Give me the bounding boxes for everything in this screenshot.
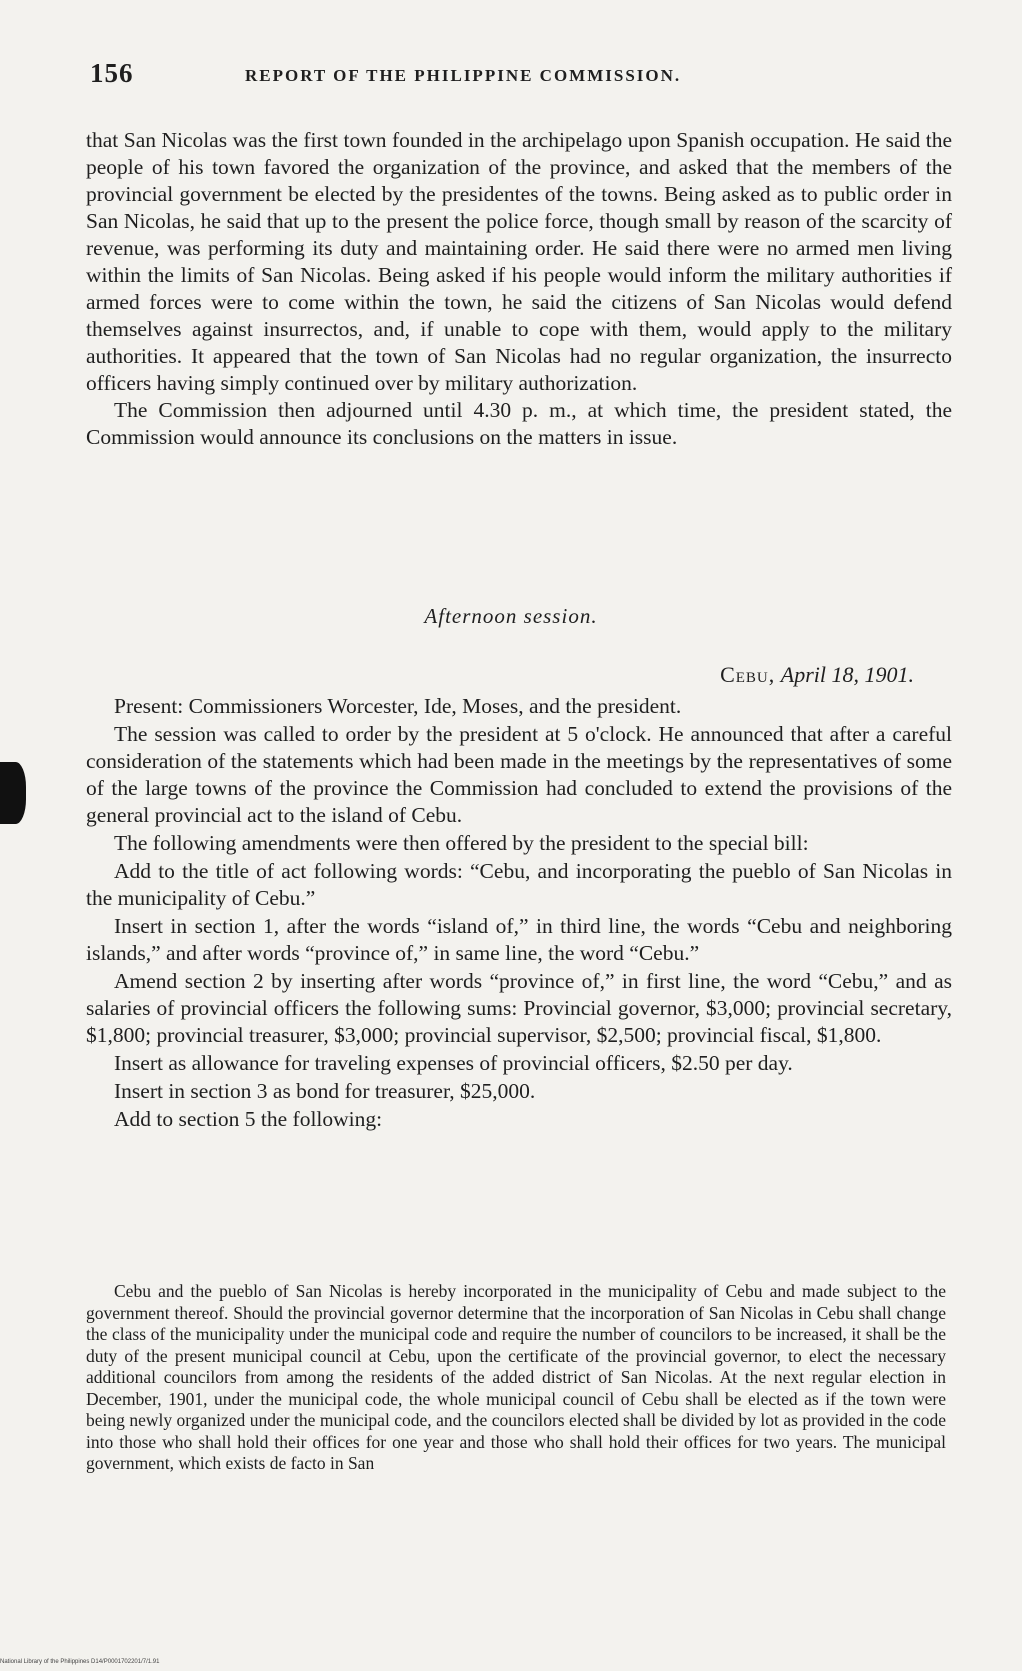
quoted-amendment: Cebu and the pueblo of San Nicolas is hereby incorporated in the municipality of Cebu and made subject to the government thereof. Should the provincial governor determine that the incorporation of San Nicolas in Cebu shall change the class of the municipality under the municipal code and require the number of councilors to be increased, it shall be the duty of the present municipal council at Cebu, upon the certificate of the provincial governor, to elect the necessary additional councilors from among the residents of the added district of San Nicolas. At the next regular election in December, 1901, under the municipal code, the whole municipal council of Cebu shall be elected as if the town were being newly organized under the municipal code, and the councilors elected shall be divided by lot as provided in the code into those who shall hold their offices for one year and those who shall hold their offices for two years. The municipal government, which exists de facto in San [86, 1281, 946, 1473]
section-heading: Afternoon session. [424, 604, 598, 628]
paragraph: Insert in section 1, after the words “island of,” in third line, the words “Cebu and neighboring islands,” and after words “province of,” in same line, the word “Cebu.” [86, 914, 952, 965]
paragraph: The session was called to order by the president at 5 o'clock. He announced that after a careful consideration of the statements which had been made in the meetings by the representatives of some of the large towns of the province the Commission had concluded to extend the provisions of the general provincial act to the island of Cebu. [86, 722, 952, 827]
scan-footer: National Library of the Philippines D14/P0001702201/7/1.91 [0, 1659, 160, 1665]
running-head: REPORT OF THE PHILIPPINE COMMISSION. [245, 66, 682, 85]
scan-edge-mark [0, 762, 26, 824]
paragraph: Present: Commissioners Worcester, Ide, Moses, and the president. [114, 694, 682, 718]
paragraph: Amend section 2 by inserting after words “province of,” in first line, the word “Cebu,” and as salaries of provincial officers the following sums: Provincial governor, $3,000; provincial secretary, $1,800; provincial treasurer, $3,000; provincial supervisor, $2,500; provincial fiscal, $1,800. [86, 969, 952, 1047]
paragraph: Insert as allowance for traveling expenses of provincial officers, $2.50 per day. [114, 1051, 793, 1075]
page-number: 156 [90, 58, 134, 88]
paragraph: Add to section 5 the following: [114, 1107, 383, 1131]
dateline-date: April 18, 1901. [780, 662, 914, 687]
dateline-place: Cebu, [720, 662, 776, 687]
body-text-upper [86, 127, 952, 451]
paragraph: The Commission then adjourned until 4.30 p. m., at which time, the president stated, the Commission would announce its conclusions on the matters in issue. [86, 398, 952, 449]
dateline [720, 662, 914, 688]
body-text-lower [86, 693, 952, 1134]
paragraph: that San Nicolas was the first town founded in the archipelago upon Spanish occupation. He said the people of his town favored the organization of the province, and asked that the members of the provincial government be elected by the presidentes of the towns. Being asked as to public order in San Nicolas, he said that up to the present the police force, though small by reason of the scarcity of revenue, was performing its duty and maintaining order. He said there were no armed men living within the limits of San Nicolas. Being asked if his people would inform the military authorities if armed forces were to come within the town, he said the citizens of San Nicolas would defend themselves against insurrectos, and, if unable to cope with them, would apply to the military authorities. It appeared that the town of San Nicolas had no regular organization, the insurrecto officers having simply continued over by military authorization. [86, 128, 952, 395]
paragraph: Add to the title of act following words: “Cebu, and incorporating the pueblo of San Nicolas in the municipality of Cebu.” [86, 859, 952, 910]
page-header [90, 58, 950, 98]
paragraph: Insert in section 3 as bond for treasurer, $25,000. [114, 1079, 536, 1103]
paragraph: The following amendments were then offered by the president to the special bill: [114, 831, 809, 855]
